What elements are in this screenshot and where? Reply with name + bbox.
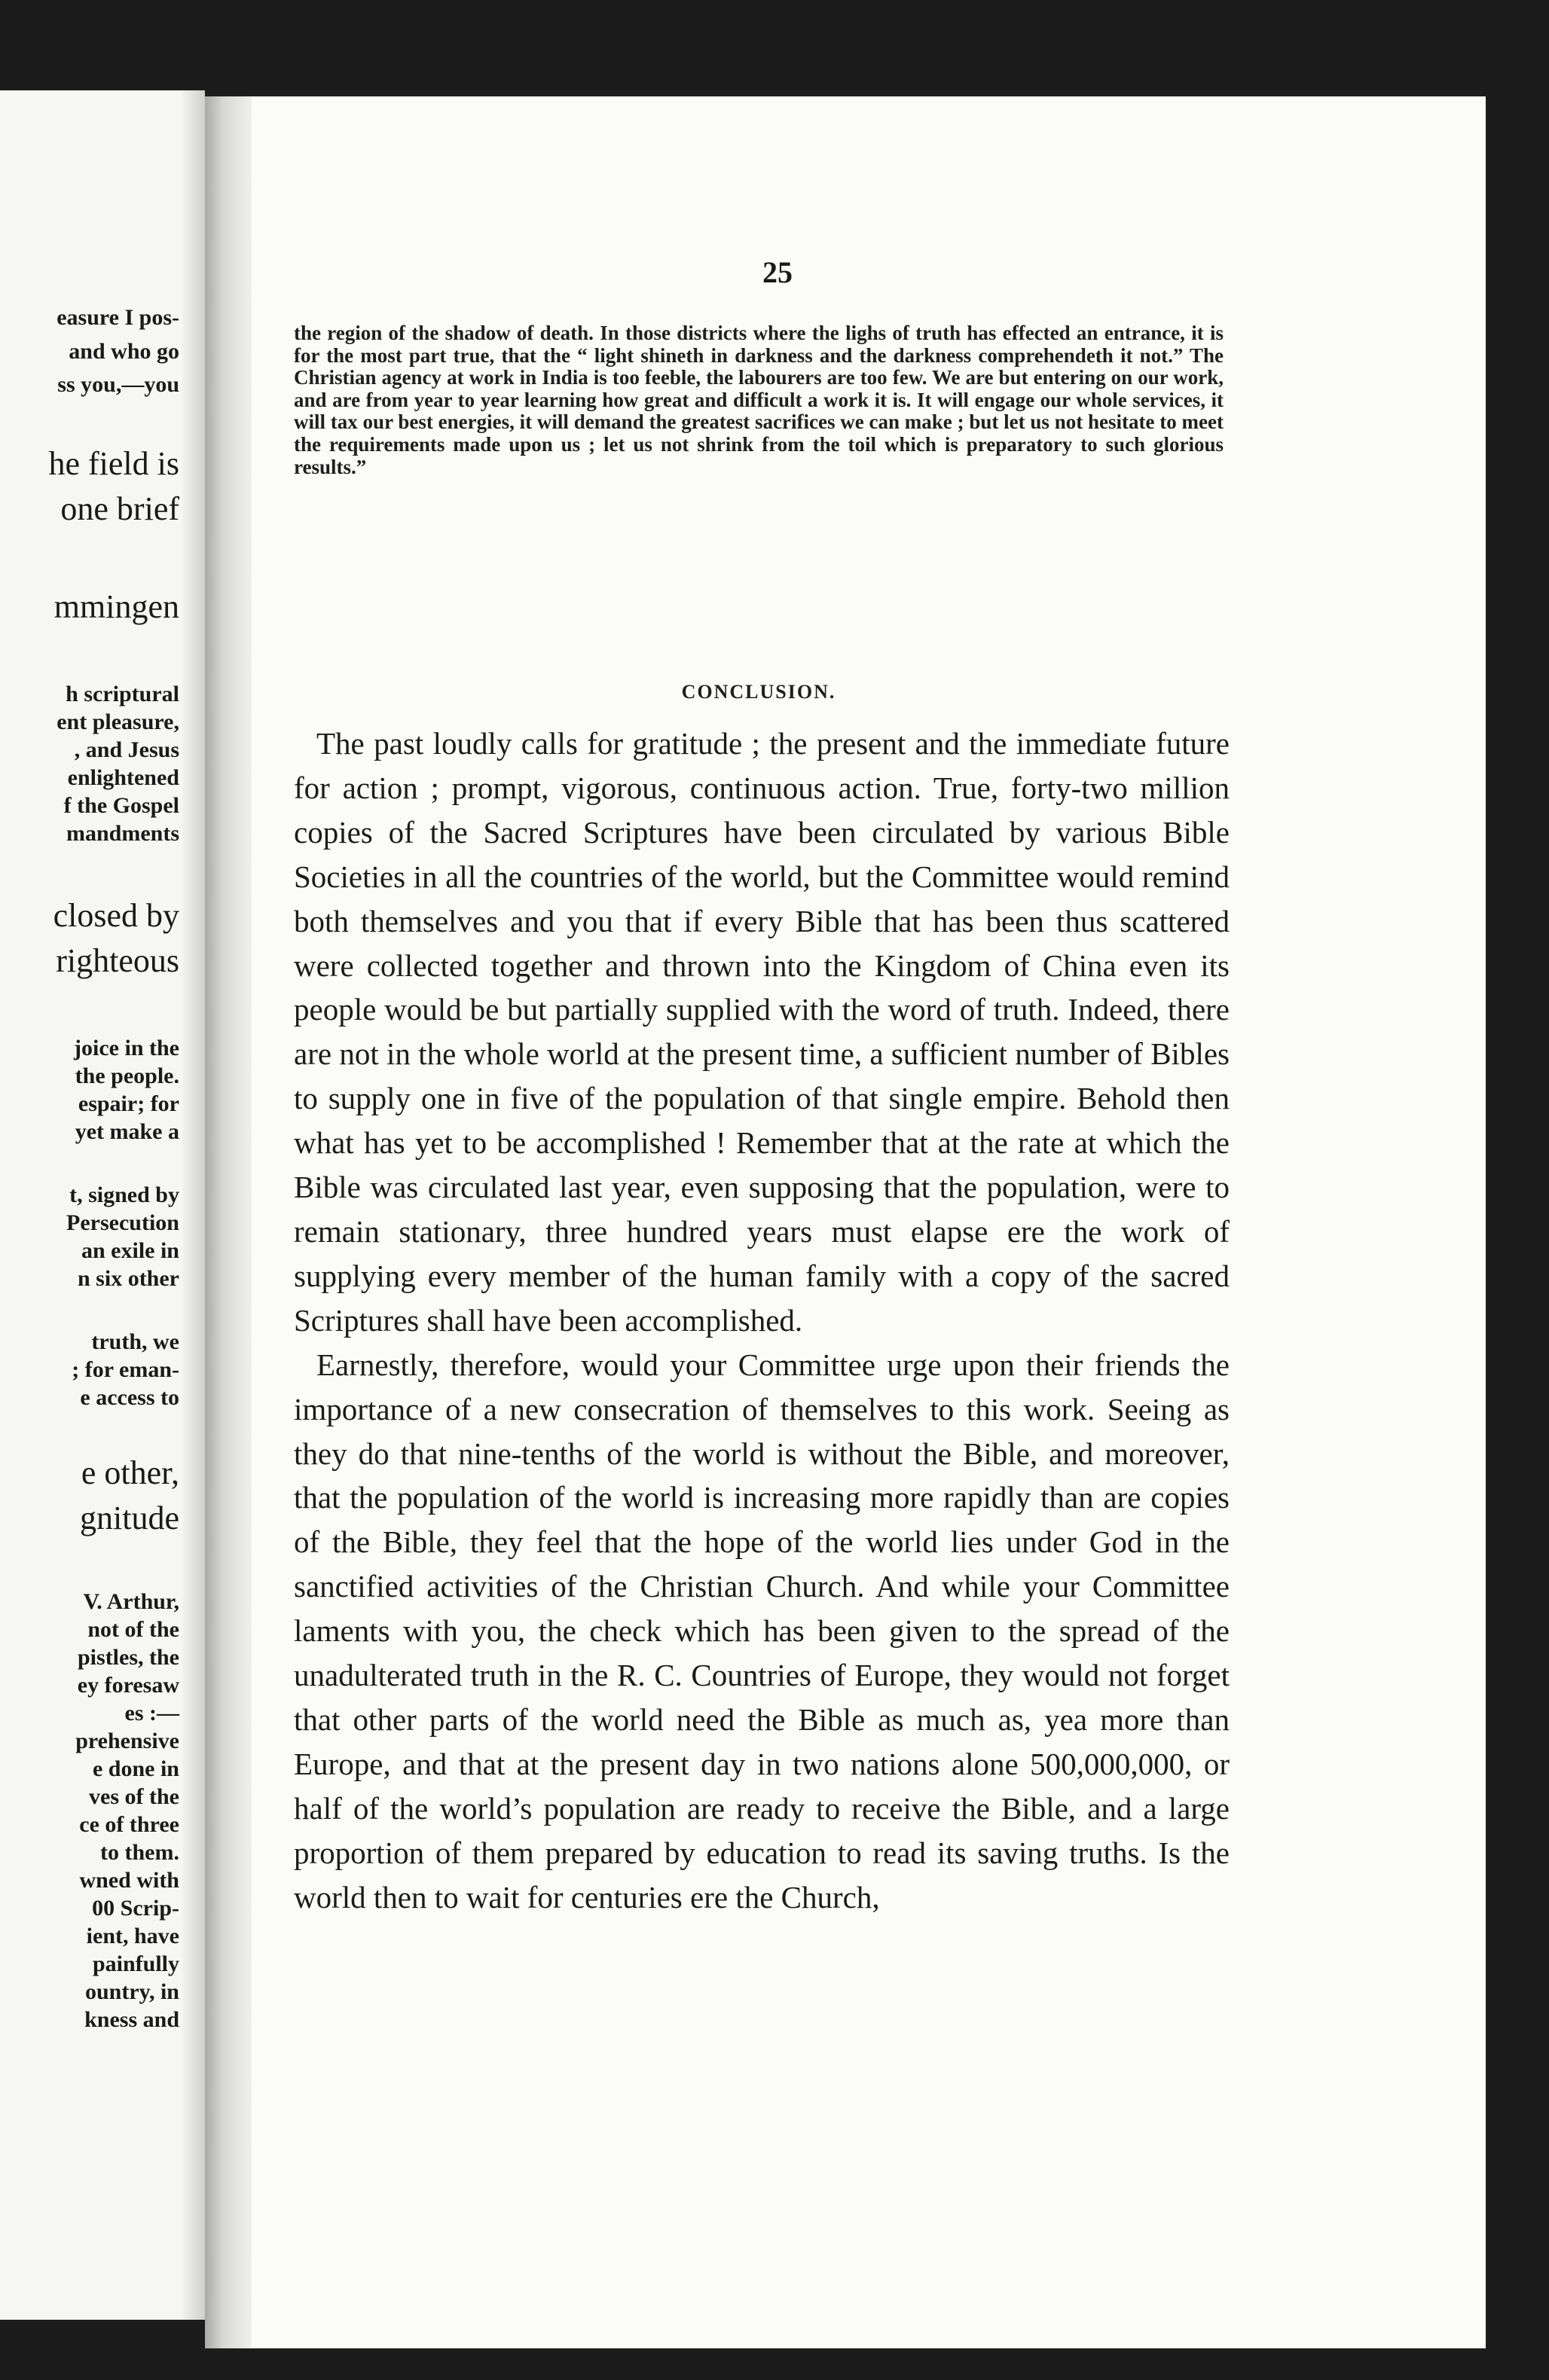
- left-page-line: ss you,—you: [57, 372, 179, 397]
- page-number: 25: [762, 255, 793, 289]
- left-page-line: ient, have: [86, 1924, 179, 1948]
- left-page-line: closed by: [53, 897, 179, 934]
- left-page-line: joice in the: [74, 1036, 179, 1060]
- left-page-line: h scriptural: [66, 682, 179, 706]
- quoted-passage: the region of the shadow of death. In those districts where the lighs of truth has effected an entrance, it is for the most part true, that the “ light shineth in darkness and the darkness comprehendeth it not.” The Christian agency at work in India is too feeble, the labourers are too few. We are but entering on our work, and are from year to year learning how great and difficult a work it is. It will engage our whole services, it will tax our best energies, it will demand the greatest sacrifices we can make ; but let us not hesitate to meet the requirements made upon us ; let us not shrink from the toil which is preparatory to such glorious results.”: [294, 322, 1224, 478]
- book-spine-shadow: [205, 96, 252, 2348]
- left-page-line: t, signed by: [69, 1182, 179, 1207]
- left-page-line: es :—: [124, 1701, 179, 1726]
- left-page-line: mmingen: [53, 588, 179, 625]
- left-page-line: wned with: [79, 1868, 179, 1893]
- left-page-line: an exile in: [81, 1238, 179, 1263]
- left-facing-page: [0, 90, 205, 2320]
- left-page-gutter: [182, 90, 205, 2320]
- left-page-line: Persecution: [66, 1210, 179, 1235]
- left-page-line: 00 Scrip-: [92, 1896, 179, 1921]
- left-page-line: easure I pos-: [57, 305, 179, 330]
- left-page-line: e other,: [81, 1454, 179, 1491]
- left-page-line: pistles, the: [78, 1645, 179, 1670]
- left-page-line: ent pleasure,: [57, 709, 179, 734]
- left-page-line: kness and: [84, 2007, 179, 2032]
- left-page-line: ; for eman-: [72, 1357, 179, 1382]
- left-page-line: espair; for: [78, 1091, 179, 1116]
- left-page-line: prehensive: [75, 1729, 179, 1753]
- paragraph: Earnestly, therefore, would your Committee urge upon their friends the importance of a new consecration of themselves to this work. Seeing as they do that nine-tenths of the world is without the Bible, and moreover, that the population of the world is increasing more rapidly than are copies of the Bible, they feel that the hope of the world lies under God in the sanctified activities of the Christian Church. And while your Committee laments with you, the check which has been given to the spread of the unadulterated truth in the R. C. Countries of Europe, they would not forget that other parts of the world need the Bible as much as, yea more than Europe, and that at the present day in two nations alone 500,000,000, or half of the world’s population are ready to receive the Bible, and a large proportion of them prepared by education to read its saving truths. Is the world then to wait for centuries ere the Church,: [294, 1347, 1230, 1915]
- left-page-line: righteous: [56, 942, 179, 979]
- left-page-line: n six other: [78, 1266, 179, 1291]
- left-page-line: painfully: [92, 1951, 179, 1976]
- right-page: [205, 96, 1486, 2348]
- left-page-line: ey foresaw: [77, 1673, 179, 1698]
- left-page-line: not of the: [87, 1617, 179, 1642]
- left-page-line: yet make a: [75, 1119, 179, 1144]
- paragraph: The past loudly calls for gratitude ; the present and the immediate future for action ; prompt, vigorous, continuous action. True, forty-two million copies of the Sacred Scriptures have been circulated by various Bible Societies in all the countries of the world, but the Committee would remind both themselves and you that if every Bible that has been thus scattered were collected together and thrown into the Kingdom of China even its people would be but partially supplied with the word of truth. Indeed, there are not in the whole world at the present time, a sufficient number of Bibles to supply one in five of the population of that single empire. Behold then what has yet to be accomplished ! Remember that at the rate at which the Bible was circulated last year, even supposing that the population, were to remain stationary, three hundred years must elapse ere the work of supplying every member of the human family with a copy of the sacred Scriptures shall have been accomplished.: [294, 726, 1230, 1338]
- left-page-line: V. Arthur,: [83, 1589, 179, 1614]
- left-page-line: he field is: [48, 445, 179, 482]
- left-page-line: ves of the: [89, 1784, 179, 1809]
- left-page-line: ce of three: [79, 1812, 179, 1837]
- left-page-line: mandments: [66, 821, 179, 846]
- left-page-line: gnitude: [80, 1500, 179, 1536]
- left-page-line: ountry, in: [84, 1979, 179, 2004]
- left-page-line: , and Jesus: [74, 737, 179, 762]
- left-page-line: and who go: [69, 339, 179, 364]
- left-page-line: to them.: [100, 1840, 179, 1865]
- left-page-line: f the Gospel: [63, 793, 179, 818]
- section-heading: CONCLUSION.: [681, 681, 836, 703]
- left-page-line: the people.: [75, 1063, 179, 1088]
- left-page-line: one brief: [60, 490, 179, 527]
- left-page-line: e done in: [92, 1756, 179, 1781]
- left-page-line: truth, we: [91, 1329, 179, 1354]
- body-text: [294, 722, 1230, 1919]
- left-page-line: enlightened: [67, 765, 179, 790]
- left-page-line: e access to: [80, 1385, 179, 1410]
